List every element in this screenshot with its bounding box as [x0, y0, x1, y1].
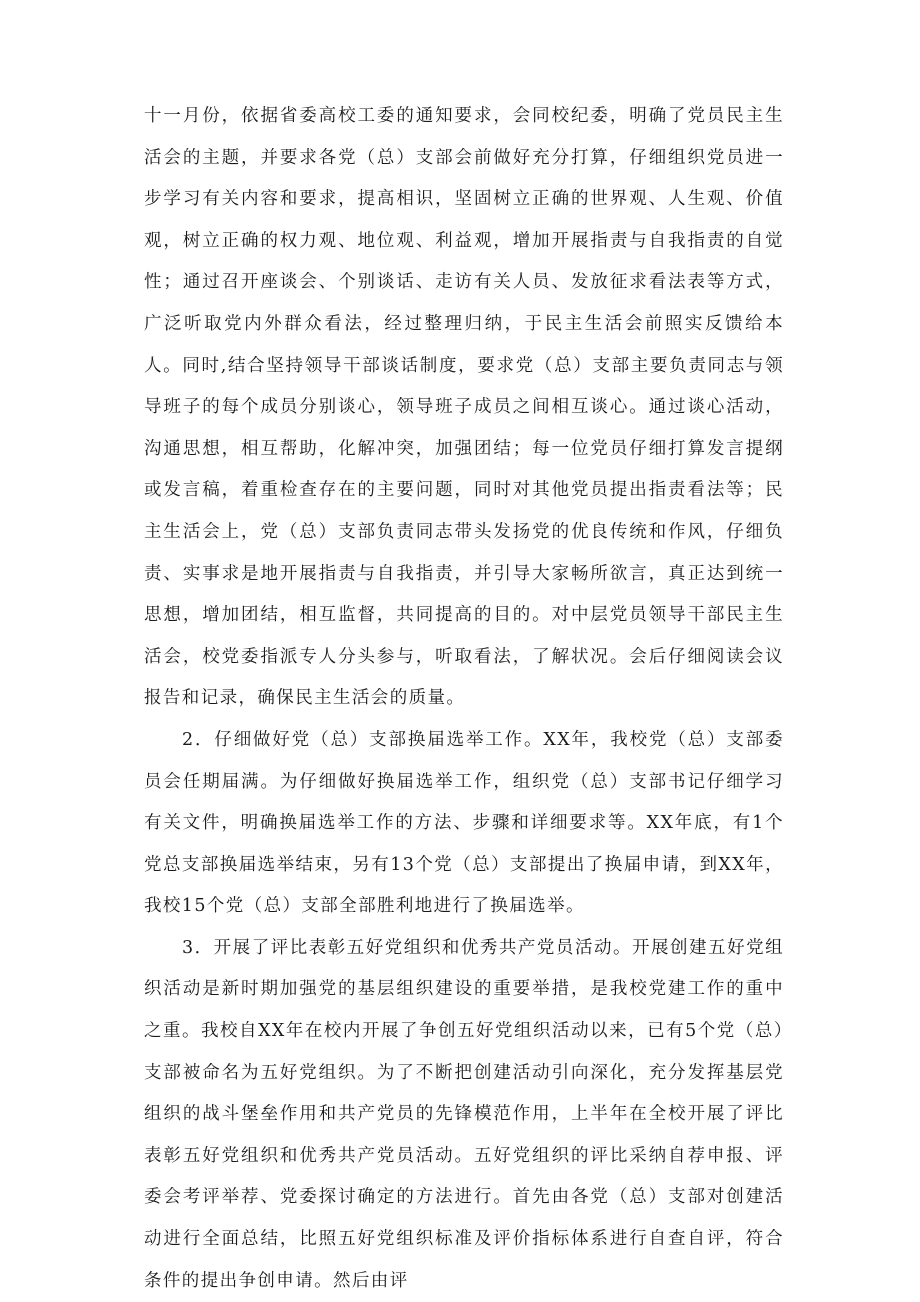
paragraph-democratic-life-meeting: 十一月份，依据省委高校工委的通知要求，会同校纪委，明确了党员民主生活会的主题，并要求各党（总）支部会前做好充分打算，仔细组织党员进一步学习有关内容和要求，提高相识，坚固树立正确的世界观、人生观、价值观，树立正确的权力观、地位观、利益观，增加开展指责与自我指责的自觉性；通过召开座谈会、个别谈话、走访有关人员、发放征求看法表等方式，广泛听取党内外群众看法，经过整理归纳，于民主生活会前照实反馈给本人。同时,结合坚持领导干部谈话制度，要求党（总）支部主要负责同志与领导班子的每个成员分别谈心，领导班子成员之间相互谈心。通过谈心活动，沟通思想，相互帮助，化解冲突，加强团结；每一位党员仔细打算发言提纲或发言稿，着重检查存在的主要问题，同时对其他党员提出指责看法等；民主生活会上，党（总）支部负责同志带头发扬党的优良传统和作风，仔细负责、实事求是地开展指责与自我指责，并引导大家畅所欲言，真正达到统一思想，增加团结，相互监督，共同提高的目的。对中层党员领导干部民主生活会，校党委指派专人分头参与，听取看法，了解状况。会后仔细阅读会议报告和记录，确保民主生活会的质量。: [144, 106, 784, 709]
paragraph-five-good-organization: 3．开展了评比表彰五好党组织和优秀共产党员活动。开展创建五好党组织活动是新时期加强党的基层组织建设的重要举措，是我校党建工作的重中之重。我校自XX年在校内开展了争创五好党组织活动以来，已有5个党（总）支部被命名为五好党组织。为了不断把创建活动引向深化，充分发挥基层党组织的战斗堡垒作用和共产党员的先锋模范作用，上半年在全校开展了评比表彰五好党组织和优秀共产党员活动。五好党组织的评比采纳自荐申报、评委会考评举荐、党委探讨确定的方法进行。首先由各党（总）支部对创建活动进行全面总结，比照五好党组织标准及评价指标体系进行自查自评，符合条件的提出争创申请。然后由评: [144, 937, 784, 1291]
paragraph-branch-election: 2．仔细做好党（总）支部换届选举工作。XX年，我校党（总）支部委员会任期届满。为仔细做好换届选举工作，组织党（总）支部书记仔细学习有关文件，明确换届选举工作的方法、步骤和详细要求等。XX年底，有1个党总支部换届选举结束，另有13个党（总）支部提出了换届申请，到XX年，我校15个党（总）支部全部胜利地进行了换届选举。: [144, 729, 784, 917]
document-body: [144, 96, 784, 1302]
